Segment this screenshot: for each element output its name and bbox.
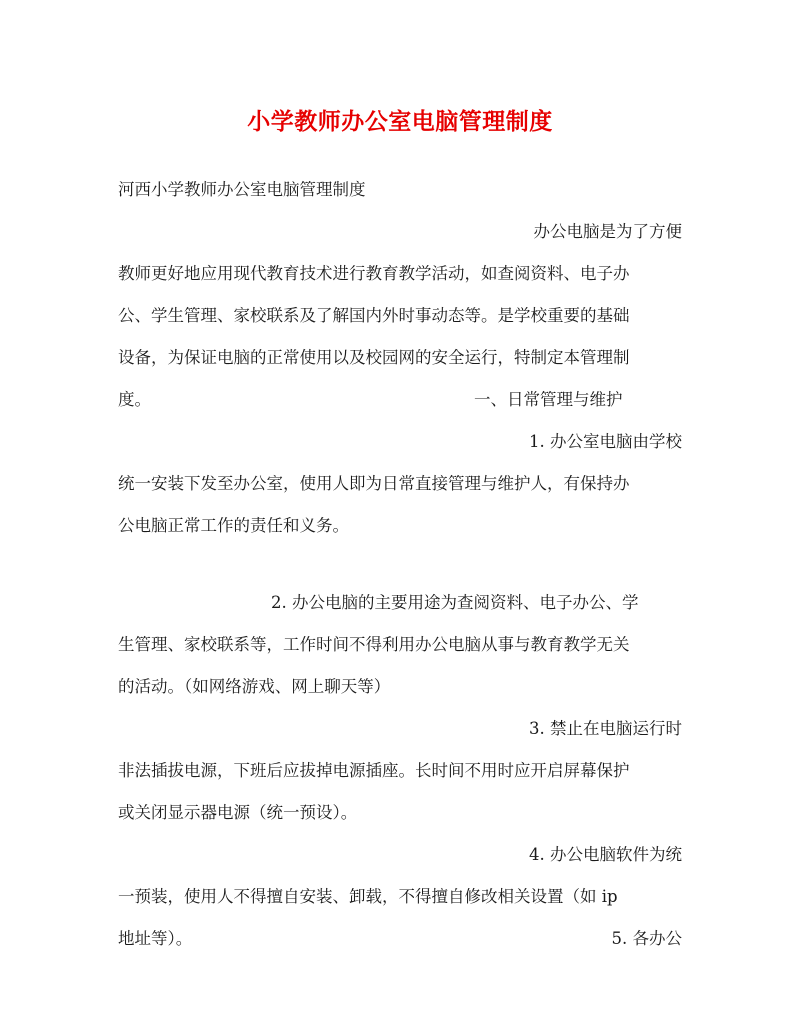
- text-line: 统一安装下发至办公室，使用人即为日常直接管理与维护人，有保持办: [118, 474, 630, 493]
- text-line: 1. 办公室电脑由学校: [529, 432, 682, 451]
- text-line: 公、学生管理、家校联系及了解国内外时事动态等。是学校重要的基础: [118, 306, 630, 325]
- text-line: 非法插拔电源，下班后应拔掉电源插座。长时间不用时应开启屏幕保护: [118, 761, 630, 780]
- text-line: 或关闭显示器电源（统一预设）。: [118, 803, 358, 822]
- text-line: 4. 办公电脑软件为统: [529, 845, 682, 864]
- document-title: 小学教师办公室电脑管理制度: [247, 108, 553, 135]
- text-line: 一预装，使用人不得擅自安装、卸载，不得擅自修改相关设置（如 ip: [118, 887, 618, 906]
- text-line: 设备，为保证电脑的正常使用以及校园网的安全运行，特制定本管理制: [118, 348, 630, 367]
- text-line: 生管理、家校联系等，工作时间不得利用办公电脑从事与教育教学无关: [118, 635, 630, 654]
- text-line: 2. 办公电脑的主要用途为查阅资料、电子办公、学: [271, 593, 639, 612]
- text-line: 地址等）。: [118, 929, 193, 948]
- section-heading: 一、日常管理与维护: [474, 390, 623, 409]
- text-line: 教师更好地应用现代教育技术进行教育教学活动，如查阅资料、电子办: [118, 264, 630, 283]
- text-line: 3. 禁止在电脑运行时: [529, 719, 682, 738]
- text-line: 的活动。（如网络游戏、网上聊天等）: [118, 677, 391, 696]
- text-line: 5. 各办公: [611, 929, 682, 948]
- text-line: 公电脑正常工作的责任和义务。: [118, 516, 349, 535]
- document-subtitle: 河西小学教师办公室电脑管理制度: [118, 180, 366, 199]
- text-line: 办公电脑是为了方便: [533, 222, 682, 241]
- text-line: 度。: [118, 390, 151, 409]
